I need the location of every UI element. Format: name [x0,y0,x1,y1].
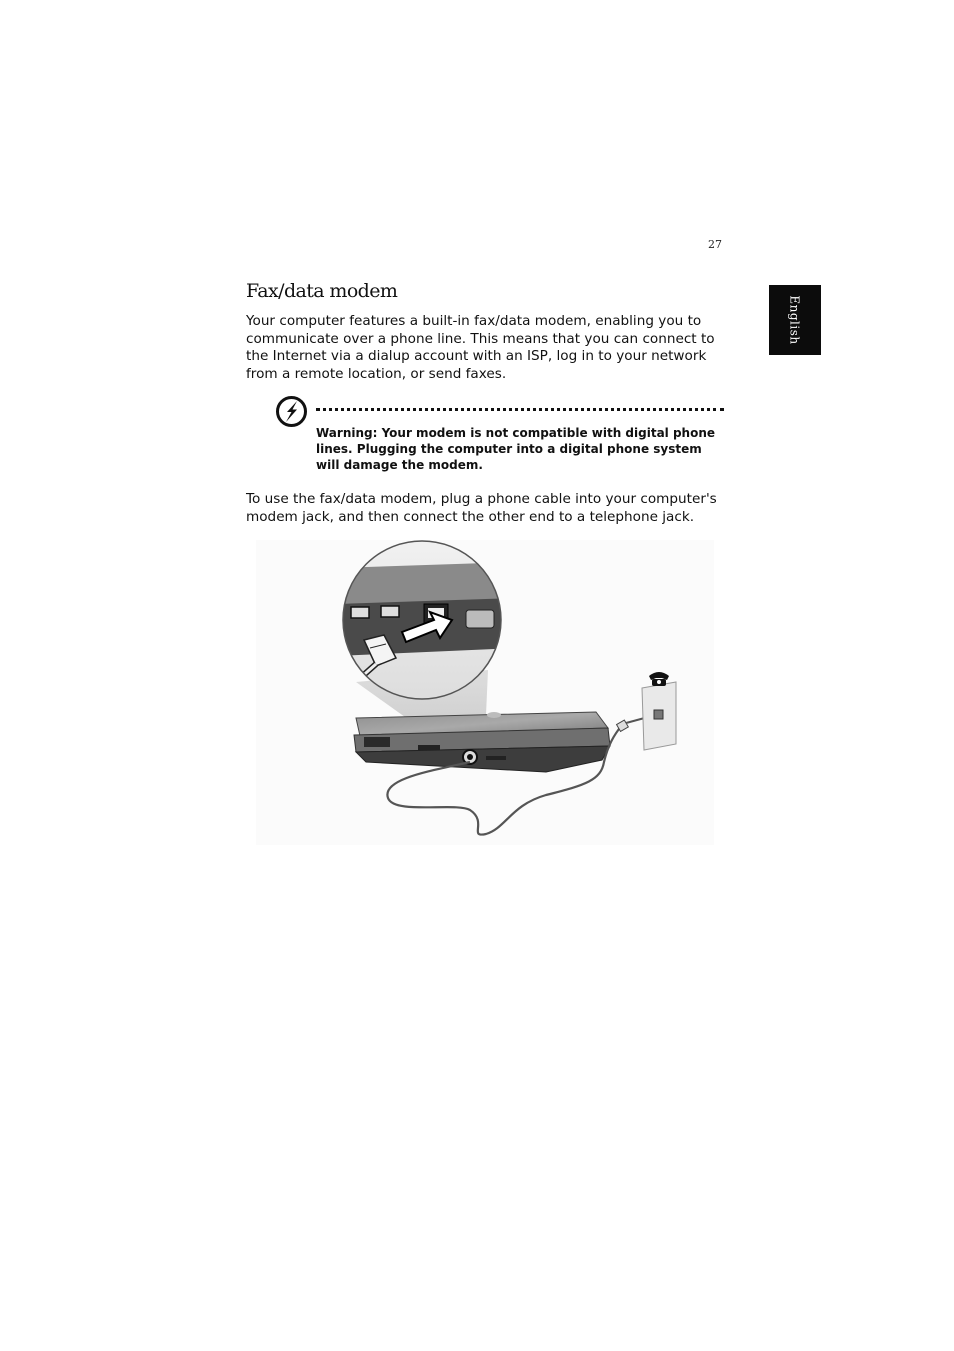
laptop-illustration [354,712,610,772]
section-title: Fax/data modem [246,280,398,302]
wall-jack-icon [642,682,676,750]
language-tab [769,285,821,355]
warning-text: Warning: Your modem is not compatible with digital phone lines. Plugging the computer into a digital phone system will damage the modem. [316,426,716,472]
language-tab-label: English [787,295,802,345]
page-number: 27 [708,238,722,251]
telephone-icon [649,672,669,686]
instructions-paragraph: To use the fax/data modem, plug a phone cable into your computer's modem jack, and then connect the other end to a telephone jack. [246,491,717,525]
intro-paragraph: Your computer features a built-in fax/data modem, enabling you to communicate over a phone line. This means that you can connect to the Internet via a dialup account with an ISP, log in to your network from a remote location, or send faxes. [246,313,715,382]
warning-bolt-icon [275,395,308,428]
warning-divider [316,408,724,411]
modem-connection-figure [256,540,714,845]
